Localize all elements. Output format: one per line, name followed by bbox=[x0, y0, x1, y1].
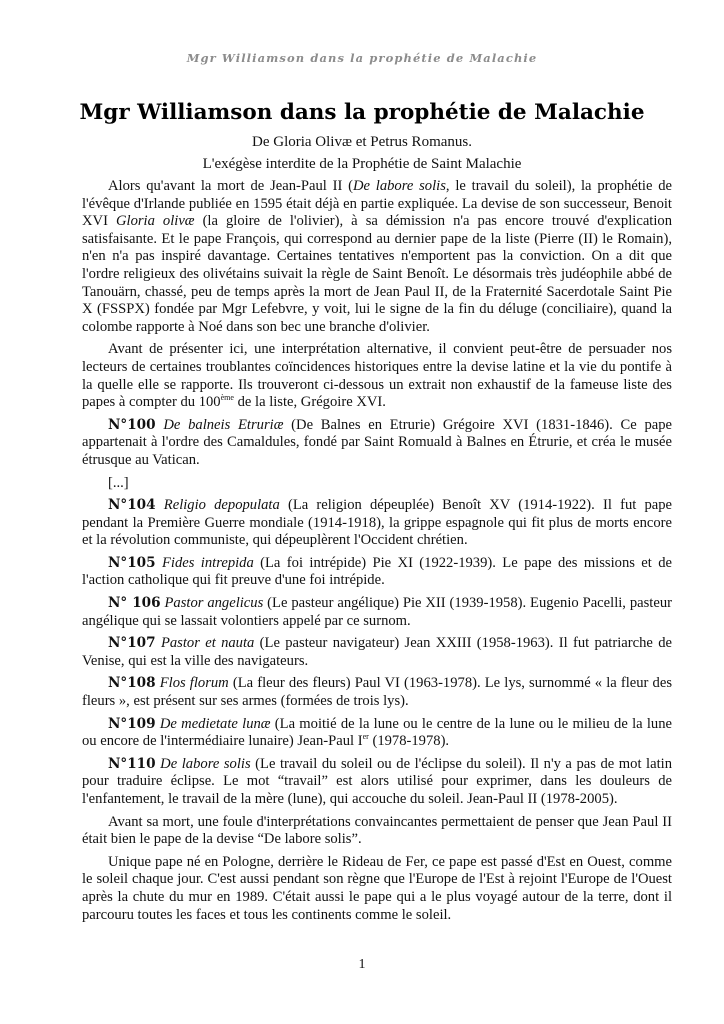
entry-104: N°104 Religio depopulata (La religion dépeuplée) Benoît XV (1914-1922). Il fut pape pendant la Première Guerre mondiale (1914-1918), la grippe espagnole qui fit plus de morts encore et la révolution communiste, qui dépeuplèrent l'Occident chrétien. bbox=[82, 497, 673, 549]
entry-100: N°100 De balneis Etruriæ (De Balnes en Etrurie) Grégoire XVI (1831-1846). Ce pape appartenait à l'ordre des Camaldules, fondé par Saint Romuald à Balnes en Étrurie, et créa le musée étrusque au Vatican. bbox=[82, 416, 673, 468]
paragraph-closing-1: Avant sa mort, une foule d'interprétations convaincantes permettaient de penser que Jean Paul II était bien le pape de la devise “De labore solis”. bbox=[82, 813, 672, 848]
paragraph-intro-1: Alors qu'avant la mort de Jean-Paul II (De labore solis, le travail du soleil), la prophétie de l'évêque d'Irlande publiée en 1595 était déjà en partie expliquée. La devise de son successeur, Benoit XVI Gloria olivæ (la gloire de l'olivier), à sa démission n'a pas encore trouvé d'explication satisfaisante. Et le pape François, qui correspond au dernier pape de la liste (Pierre (II) le Romain), n'en n'a pas inspiré davantage. Certaines tentatives n'emportent pas la conviction. On a dit que l'ordre religieux des olivétains suivait la règle de Saint Benoît. Le désormais très judéophile abbé de Tanouärn, chassé, peu de temps après la mort de Jean Paul II, de la Fraternité Sacerdotale Saint Pie X (FSSPX) fondée par Mgr Lefebvre, y voit, lui le signe de la fin du déluge (conciliaire), quand la colombe rapporte à Noé dans son bec une branche d'olivier. bbox=[82, 178, 673, 335]
entry-110: N°110 De labore solis (Le travail du soleil ou de l'éclipse du soleil). Il n'y a pas de mot latin pour traduire éclipse. Le mot “travail” est alors utilisé pour exprimer, dans les douleurs de l'enfantement, le travail de la mère (lune), qui accouche du soleil. Jean-Paul II (1978-2005). bbox=[82, 755, 672, 807]
page-title: Mgr Williamson dans la prophétie de Malachie bbox=[79, 100, 645, 125]
page-number: 1 bbox=[358, 957, 366, 972]
paragraph-closing-2: Unique pape né en Pologne, derrière le Rideau de Fer, ce pape est passé d'Est en Ouest, comme le soleil chaque jour. C'est aussi pendant son règne que l'Europe de l'Est à rejoint l'Europe de l'Ouest après la chute du mur en 1989. C'était aussi le pape qui a le plus voyagé autour de la terre, dont il parcouru toutes les faces et tous les continents comme le soleil. bbox=[82, 853, 672, 923]
body-text bbox=[82, 178, 672, 929]
entry-108: N°108 Flos florum (La fleur des fleurs) Paul VI (1963-1978). Le lys, surnommé « la fleur des fleurs », est présent sur ses armes (formées de trois lys). bbox=[82, 675, 672, 710]
entry-106: N° 106 Pastor angelicus (Le pasteur angélique) Pie XII (1939-1958). Eugenio Pacelli, pasteur angélique qui se lassait volontiers appelé par ce surnom. bbox=[82, 595, 672, 629]
entry-109: N°109 De medietate lunæ (La moitié de la lune ou le centre de la lune ou le milieu de la lune ou encore de l'intermédiaire lunaire) Jean-Paul Ier (1978-1978). bbox=[82, 715, 672, 750]
authors-line: De Gloria Olivæ et Petrus Romanus. bbox=[252, 134, 472, 150]
running-header: Mgr Williamson dans la prophétie de Malachie bbox=[186, 51, 538, 65]
entry-105: N°105 Fides intrepida (La foi intrépide) Pie XI (1922-1939). Le pape des missions et de l'action catholique qui fit preuve d'une foi intrépide. bbox=[82, 554, 672, 589]
subtitle: L'exégèse interdite de la Prophétie de Saint Malachie bbox=[202, 156, 522, 172]
ellipsis-marker: [...] bbox=[108, 474, 129, 491]
entry-107: N°107 Pastor et nauta (Le pasteur navigateur) Jean XXIII (1958-1963). Il fut patriarche de Venise, qui est la ville des navigateurs. bbox=[82, 635, 672, 669]
paragraph-intro-2: Avant de présenter ici, une interprétation alternative, il convient peut-être de persuader nos lecteurs de certaines troublantes coïncidences historiques entre la devise latine et la vie du pontife à la quelle elle se rapporte. Ils trouveront ci-dessous un extrait non exhaustif de la fameuse liste des papes à compter du 100ème de la liste, Grégoire XVI. bbox=[82, 341, 672, 411]
